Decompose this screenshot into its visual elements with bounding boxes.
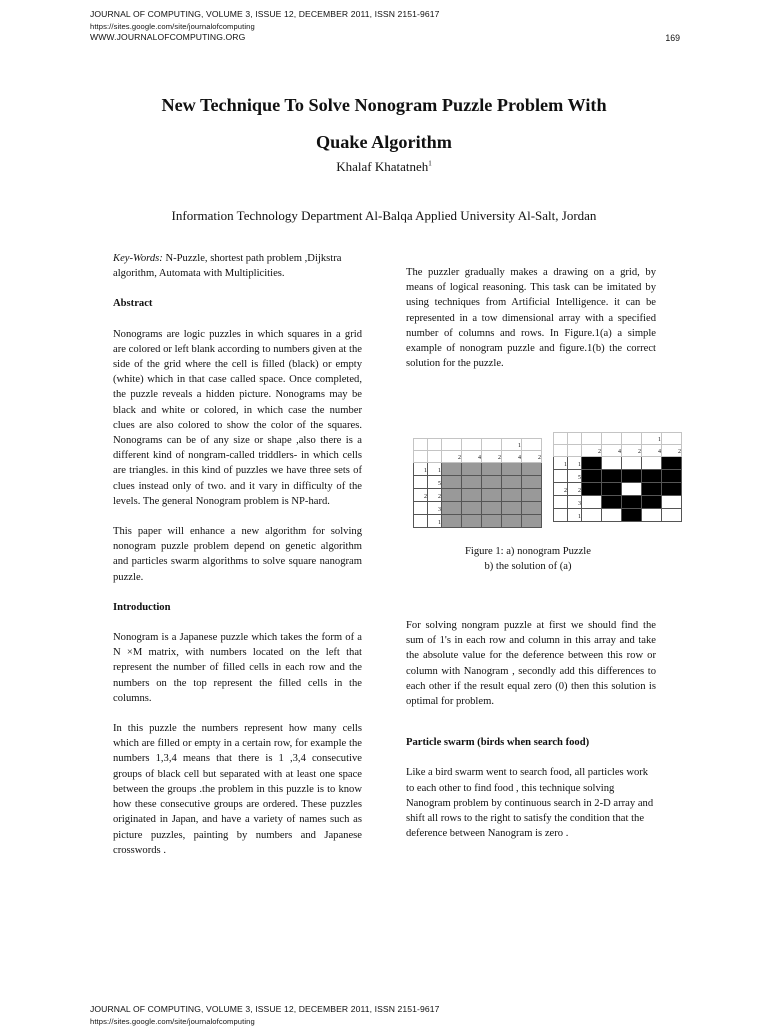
unknown-cell (462, 502, 482, 515)
empty-cell (602, 457, 622, 470)
introduction-paragraph-1: Nonogram is a Japanese puzzle which takes the form of a N ×M matrix, with numbers located on the left that represent the number of filled cells in each row and the numbers on the top represent the filled cells in the columns. (113, 630, 362, 706)
right-column-lower (406, 618, 656, 841)
paper-title (60, 87, 708, 161)
column-clue-top: 1 (642, 433, 662, 445)
empty-cell (602, 509, 622, 522)
caption-line-2: b) the solution of (a) (400, 560, 656, 575)
right-column-paragraph-2: For solving nongram puzzle at first we should find the sum of 1's in each row and column in this array and take the absolute value for the deference between this row or column with Nanogram , secondly add this differences to each other if the result equal zero (0) then this solution is optimal for problem. (406, 618, 656, 709)
right-column-paragraph-3: Like a bird swarm went to search food, all particles work to each other to find food , this technique solving Nanogram problem by continuous search in 2-D array and shift all rows to the right to satisfy the condition that the deference between Nanogram is zero . (406, 765, 656, 841)
filled-cell (642, 496, 662, 509)
figure-1b-solution-grid (553, 432, 682, 522)
keywords-text: N-Puzzle, shortest path problem ,Dijkstra algorithm, Automata with Multiplicities. (113, 253, 341, 279)
filled-cell (602, 496, 622, 509)
figure-1-caption (400, 545, 656, 574)
affiliation: Information Technology Department Al-Balqa Applied University Al-Salt, Jordan (0, 208, 768, 224)
unknown-cell (522, 463, 542, 476)
filled-cell (662, 483, 682, 496)
abstract-paragraph-1: Nonograms are logic puzzles in which squares in a grid are colored or left blank according to numbers given at the side of the grid where the cell is filled (black) or empty (white) which in that case called space. Once completed, the puzzle reveals a hidden picture. Nonograms may be black and white or colored, in which case the number clues are also colored to show the color of the squares. Nonograms can be of any size or shape ,also there is a different kind of nongram-called triddlers- in which cells are triangles. in this kind of puzzles we have three sets of clues instead only of two. and it vary in difficulty of the levels. The general Nonogram problem is NP-hard. (113, 327, 362, 509)
filled-cell (602, 483, 622, 496)
unknown-cell (442, 489, 462, 502)
unknown-cell (442, 463, 462, 476)
right-column-paragraph-1: The puzzler gradually makes a drawing on a grid, by means of logical reasoning. This task can be imitated by using techniques from Artificial Intelligence. it can be represented in a tow dimensional array with a specified number of columns and rows. In Figure.1(a) a simple example of nonogram puzzle and figure.1(b) the correct solution for the puzzle. (406, 265, 656, 371)
puzzle-row (554, 509, 682, 522)
column-clue-top: 1 (502, 439, 522, 451)
corner-cell (414, 451, 428, 463)
filled-cell (622, 496, 642, 509)
column-clue-top (622, 433, 642, 445)
column-clue-top (462, 439, 482, 451)
puzzle-row (414, 463, 542, 476)
puzzle-row (554, 457, 682, 470)
column-clue-top (442, 439, 462, 451)
empty-cell (662, 496, 682, 509)
header-journal-line: JOURNAL OF COMPUTING, VOLUME 3, ISSUE 12, DECEMBER 2011, ISSN 2151-9617 (90, 9, 440, 21)
column-clue: 4 (642, 445, 662, 457)
row-clue: 1 (554, 457, 568, 470)
unknown-cell (442, 515, 462, 528)
row-clue (414, 476, 428, 489)
filled-cell (642, 470, 662, 483)
row-clue: 1 (568, 457, 582, 470)
column-clue: 2 (442, 451, 462, 463)
unknown-cell (482, 463, 502, 476)
running-header (90, 9, 440, 44)
abstract-heading: Abstract (113, 296, 362, 311)
author-affiliation-mark: 1 (428, 160, 432, 168)
row-clue: 1 (428, 515, 442, 528)
caption-line-1: Figure 1: a) nonogram Puzzle (400, 545, 656, 560)
filled-cell (582, 483, 602, 496)
column-clue: 4 (462, 451, 482, 463)
filled-cell (622, 509, 642, 522)
row-clue: 1 (568, 509, 582, 522)
column-clue-top (522, 439, 542, 451)
column-clue-top (482, 439, 502, 451)
unknown-cell (442, 502, 462, 515)
puzzle-row (554, 496, 682, 509)
filled-cell (662, 457, 682, 470)
left-column (113, 251, 362, 858)
footer-url[interactable]: https://sites.google.com/site/journalofcomputing (90, 1016, 440, 1027)
corner-cell (428, 439, 442, 451)
puzzle-row (414, 515, 542, 528)
row-clue: 1 (428, 463, 442, 476)
puzzle-row (414, 502, 542, 515)
particle-swarm-heading: Particle swarm (birds when search food) (406, 735, 656, 750)
column-clue-top (662, 433, 682, 445)
row-clue: 3 (568, 496, 582, 509)
column-clue: 2 (522, 451, 542, 463)
corner-cell (414, 439, 428, 451)
empty-cell (622, 457, 642, 470)
filled-cell (582, 470, 602, 483)
unknown-cell (462, 463, 482, 476)
unknown-cell (502, 515, 522, 528)
row-clue (554, 496, 568, 509)
footer-journal-line: JOURNAL OF COMPUTING, VOLUME 3, ISSUE 12, DECEMBER 2011, ISSN 2151-9617 (90, 1004, 440, 1016)
corner-cell (568, 445, 582, 457)
column-clue: 2 (482, 451, 502, 463)
corner-cell (554, 433, 568, 445)
row-clue (554, 509, 568, 522)
filled-cell (662, 470, 682, 483)
keywords (113, 251, 362, 281)
puzzle-row (414, 489, 542, 502)
keywords-label: Key-Words: (113, 253, 163, 264)
author (0, 159, 768, 175)
unknown-cell (522, 489, 542, 502)
column-clue: 2 (582, 445, 602, 457)
empty-cell (662, 509, 682, 522)
unknown-cell (482, 502, 502, 515)
column-clue-top (602, 433, 622, 445)
row-clue: 2 (414, 489, 428, 502)
unknown-cell (462, 489, 482, 502)
filled-cell (622, 470, 642, 483)
corner-cell (554, 445, 568, 457)
filled-cell (602, 470, 622, 483)
unknown-cell (502, 489, 522, 502)
unknown-cell (522, 476, 542, 489)
unknown-cell (502, 476, 522, 489)
filled-cell (642, 483, 662, 496)
column-clue: 4 (602, 445, 622, 457)
corner-cell (428, 451, 442, 463)
row-clue: 2 (554, 483, 568, 496)
empty-cell (642, 457, 662, 470)
unknown-cell (482, 489, 502, 502)
puzzle-row (554, 483, 682, 496)
figure-1a-puzzle-grid (413, 438, 542, 528)
row-clue: 3 (428, 502, 442, 515)
filled-cell (582, 457, 602, 470)
title-line-1: New Technique To Solve Nonogram Puzzle Problem With (60, 87, 708, 124)
title-line-2: Quake Algorithm (60, 124, 708, 161)
unknown-cell (502, 463, 522, 476)
row-clue: 5 (568, 470, 582, 483)
empty-cell (642, 509, 662, 522)
empty-cell (582, 509, 602, 522)
introduction-paragraph-2: In this puzzle the numbers represent how many cells which are filled or empty in a certain row, for example the numbers 1,3,4 means that there is 1 ,3,4 consecutive groups of black cell but separated with at least one space between the groups .the problem in this puzzle is to know how these consecutive groups are ordered. These puzzles originated in Japan, and have a variety of names such as picture puzzles, painting by numbers and Japanese crosswords . (113, 721, 362, 858)
puzzle-row (554, 470, 682, 483)
row-clue (414, 515, 428, 528)
row-clue: 1 (414, 463, 428, 476)
empty-cell (582, 496, 602, 509)
unknown-cell (522, 515, 542, 528)
column-clue: 2 (622, 445, 642, 457)
author-name: Khalaf Khatatneh (336, 159, 428, 174)
column-clue-top (582, 433, 602, 445)
column-clue: 2 (662, 445, 682, 457)
unknown-cell (482, 476, 502, 489)
row-clue: 2 (568, 483, 582, 496)
unknown-cell (502, 502, 522, 515)
unknown-cell (462, 476, 482, 489)
abstract-paragraph-2: This paper will enhance a new algorithm for solving nonogram puzzle problem depend on genetic algorithm and particles swarm algorithms to solve square nanogram puzzle. (113, 524, 362, 585)
puzzle-row (414, 476, 542, 489)
row-clue (414, 502, 428, 515)
unknown-cell (462, 515, 482, 528)
header-site[interactable]: WWW.JOURNALOFCOMPUTING.ORG (90, 32, 440, 44)
column-clue: 4 (502, 451, 522, 463)
unknown-cell (522, 502, 542, 515)
unknown-cell (482, 515, 502, 528)
introduction-heading: Introduction (113, 600, 362, 615)
page-number: 169 (665, 33, 680, 43)
header-url[interactable]: https://sites.google.com/site/journalofcomputing (90, 21, 440, 33)
row-clue (554, 470, 568, 483)
corner-cell (568, 433, 582, 445)
row-clue: 2 (428, 489, 442, 502)
unknown-cell (442, 476, 462, 489)
empty-cell (622, 483, 642, 496)
row-clue: 5 (428, 476, 442, 489)
